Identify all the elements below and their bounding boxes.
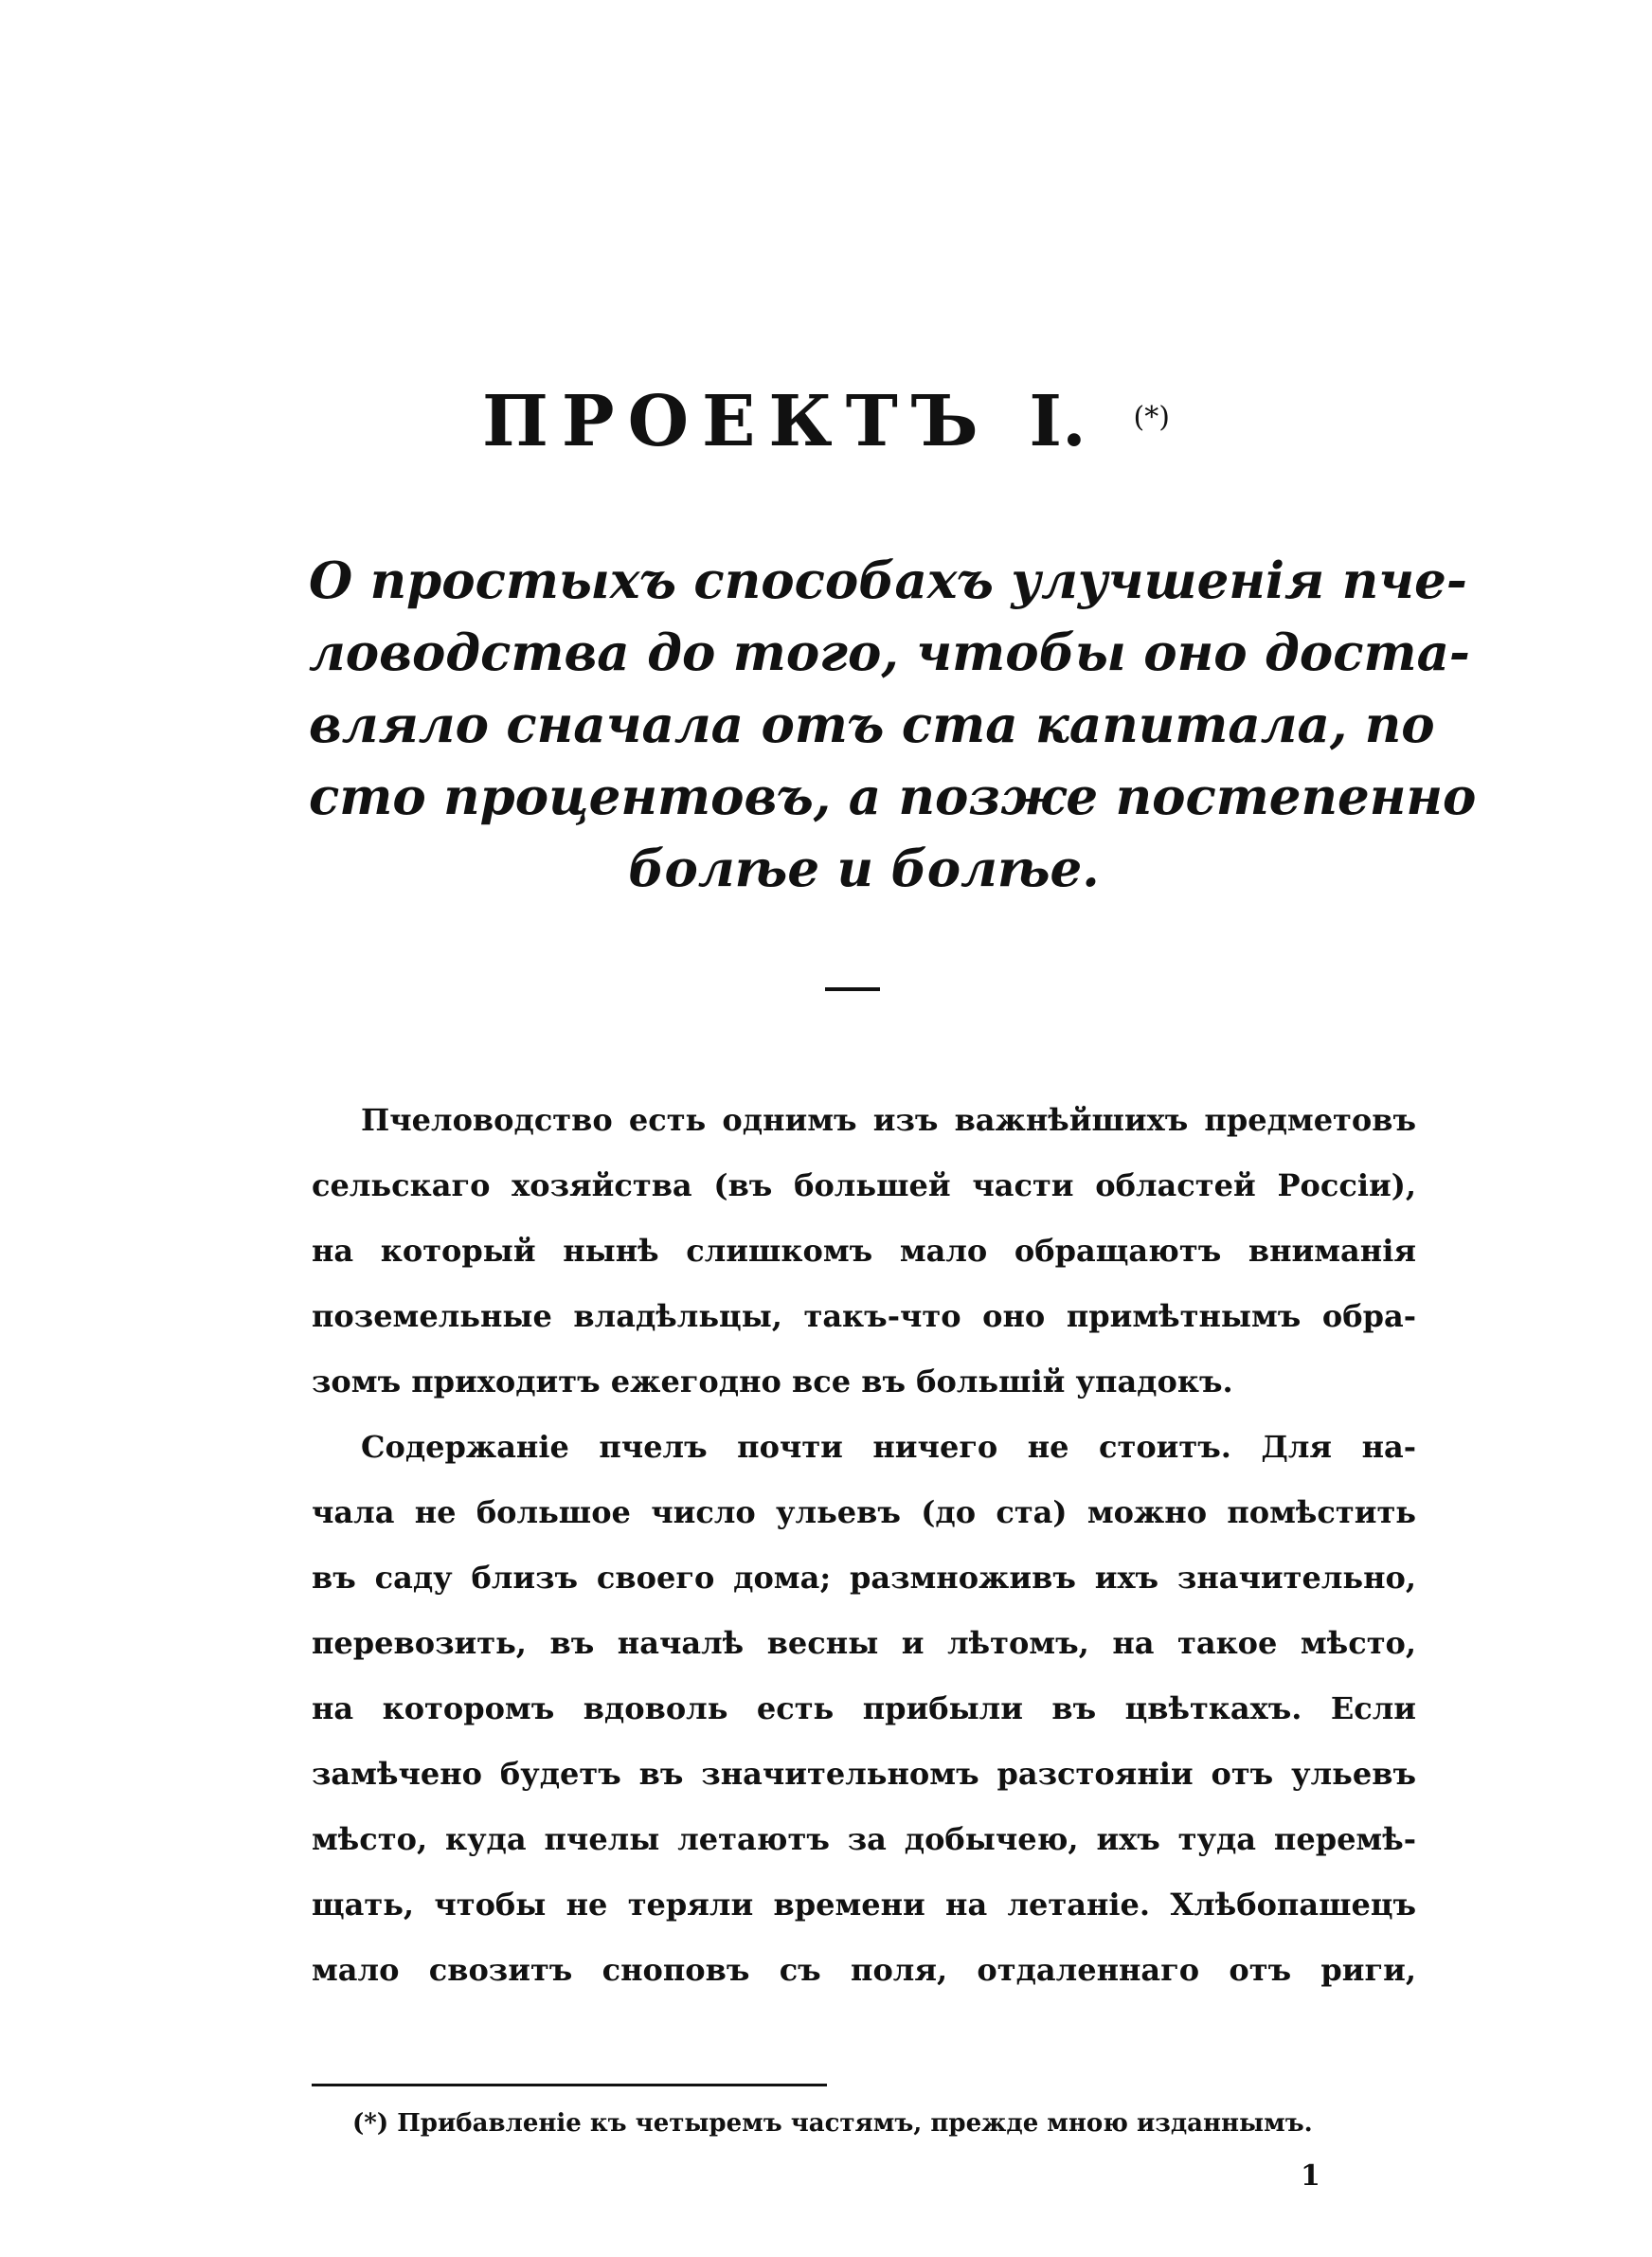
body-line: Содержаніе пчелъ почти ничего не стоитъ. Для на- [361,1429,1416,1465]
footnote-rule [312,2084,827,2086]
heading-footnote-mark: (*) [1133,401,1170,434]
body-line: мѣсто, куда пчелы летаютъ за добычею, ихъ туда перемѣ- [312,1821,1416,1857]
footnote: (*) Прибавленіе къ четыремъ частямъ, прежде мною изданнымъ. [352,2109,1313,2138]
subtitle-line: О простыхъ способахъ улучшенія пче- [309,551,1467,610]
body-line: чала не большое число ульевъ (до ста) можно помѣстить [312,1494,1416,1530]
body-line: на которомъ вдоволь есть прибыли въ цвѣткахъ. Если [312,1690,1416,1726]
body-line: щать, чтобы не теряли времени на летаніе. Хлѣбопашецъ [312,1887,1416,1923]
heading-word: ПРОЕКТЪ [482,381,992,462]
body-line: замѣчено будетъ въ значительномъ разстояніи отъ ульевъ [312,1756,1416,1792]
section-separator [825,987,880,991]
subtitle-line: вляло сначала отъ ста капитала, по [309,695,1435,754]
subtitle-line: ловодства до того, чтобы оно доста- [309,623,1470,682]
heading-number: I. [1029,381,1086,462]
chapter-subtitle [309,545,1477,905]
body-line: Пчеловодство есть однимъ изъ важнѣйшихъ предметовъ [361,1102,1416,1138]
subtitle-line: болѣе и болѣе. [628,840,1100,898]
subtitle-line: сто процентовъ, а позже постепенно [309,767,1477,826]
body-line: перевозить, въ началѣ весны и лѣтомъ, на такое мѣсто, [312,1625,1416,1661]
body-line: сельскаго хозяйства (въ большей части областей Россіи), [312,1167,1416,1203]
body-line: поземельные владѣльцы, такъ-что оно примѣтнымъ обра- [312,1298,1416,1334]
chapter-heading [0,381,1652,462]
page-number: 1 [1301,2159,1320,2193]
body-line: на который нынѣ слишкомъ мало обращаютъ вниманія [312,1233,1416,1269]
body-line: зомъ приходитъ ежегодно все въ большій упадокъ. [312,1363,1233,1399]
body-line: мало свозитъ сноповъ съ поля, отдаленнаго отъ риги, [312,1952,1416,1988]
body-text [312,1088,1416,2003]
body-line: въ саду близъ своего дома; размноживъ ихъ значительно, [312,1560,1416,1596]
